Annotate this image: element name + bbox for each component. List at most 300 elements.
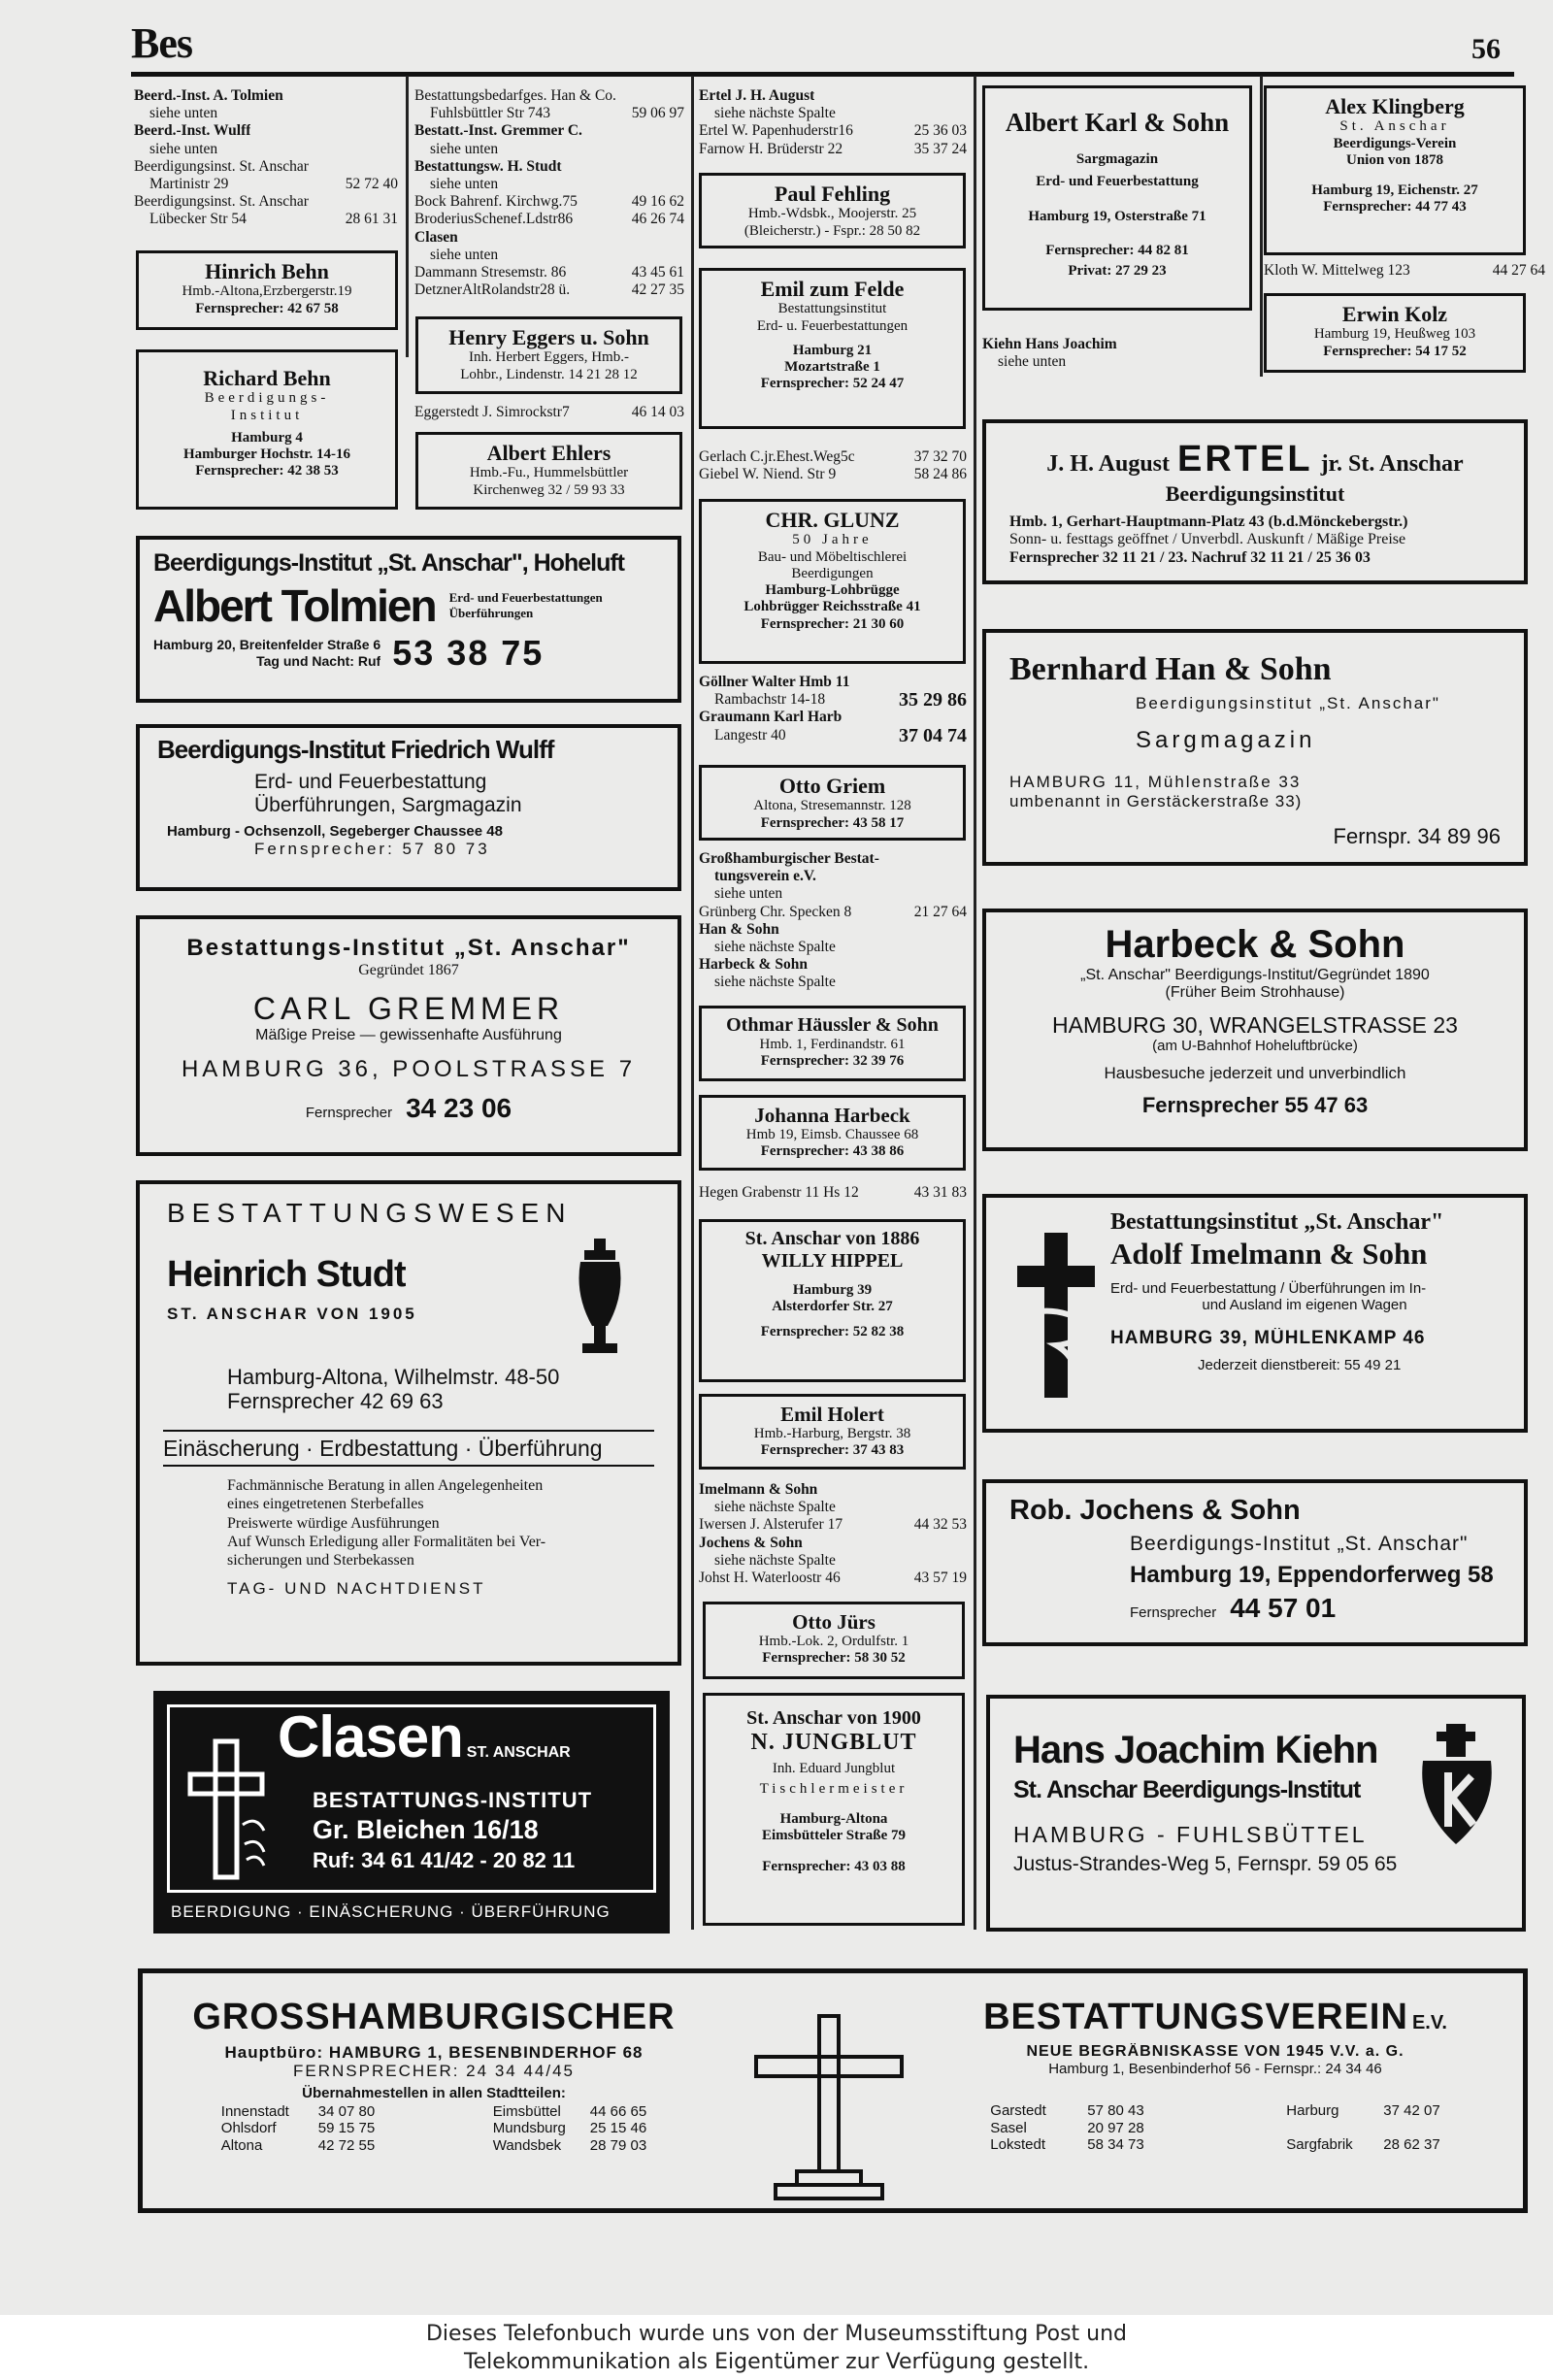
listing-phone: 35 29 86	[899, 689, 967, 711]
header-keyword: Bes	[131, 19, 192, 67]
ad-address: Hamburg 19, Eppendorferweg 58	[1130, 1562, 1494, 1589]
listing-name: Beerdigungsinst. St. Anschar	[134, 193, 309, 211]
listing-name: Dammann Stresemstr. 86	[414, 264, 567, 281]
column-rule	[974, 76, 976, 1930]
column-rule	[406, 76, 409, 357]
listing-name: Ertel W. Papenhuderstr16	[699, 122, 853, 140]
ad-title: Otto Jürs	[792, 1610, 876, 1634]
listing-row	[699, 105, 967, 122]
ad-address-note: umbenannt in Gerstäckerstraße 33)	[1009, 791, 1303, 810]
listing-row	[134, 211, 398, 228]
listing-row	[414, 158, 684, 176]
urn-icon	[571, 1237, 629, 1363]
ad-headquarters: Hauptbüro: HAMBURG 1, BESENBINDERHOF 68	[224, 2042, 644, 2062]
listing-row	[414, 176, 684, 193]
listing-row	[699, 141, 967, 158]
cross-icon	[746, 2012, 911, 2206]
ad-headline: Bestattungs-Institut „St. Anschar"	[186, 935, 631, 961]
listing-column-4	[982, 336, 1254, 371]
listing-name: Farnow H. Brüderstr 22	[699, 140, 843, 157]
branch-list	[1286, 2102, 1439, 2153]
branch-phone: 37 42 07	[1383, 2102, 1440, 2120]
ad-title: Othmar Häussler & Sohn	[726, 1014, 939, 1036]
ad-line: Erd- und Feuerbestattung	[254, 770, 487, 793]
ad-address: Hamburg 1, Besenbinderhof 56 - Fernspr.: 24 34 46	[1048, 2061, 1382, 2078]
ad-title-left: GROSSHAMBURGISCHER	[192, 1997, 676, 2037]
ad-title: N. JUNGBLUT	[750, 1730, 917, 1755]
ad-city: Hamburg-Lohbrügge	[765, 582, 900, 599]
ad-line: Institut	[230, 407, 304, 423]
ad-albert-tolmien	[136, 536, 681, 703]
ad-title: Johanna Harbeck	[754, 1104, 910, 1127]
ad-phone: Fernsprecher 42 69 63	[227, 1389, 444, 1414]
ad-line: Inh. Eduard Jungblut	[772, 1760, 896, 1776]
listing-column-3c	[699, 674, 967, 744]
listing-name: Gerlach C.jr.Ehest.Weg5c	[699, 448, 855, 465]
listing-name: Bestatt.-Inst. Gremmer C.	[414, 122, 582, 140]
ad-city: Hamburg 21	[792, 342, 873, 358]
ad-othmar-haeussler	[699, 1006, 966, 1081]
branch-name: Mundsburg	[492, 2120, 566, 2137]
branch-list	[493, 2103, 646, 2154]
ad-address: Hmb.-Fu., Hummelsbüttler	[469, 465, 629, 481]
ad-carl-gremmer	[136, 915, 681, 1156]
ad-line: St. Anschar	[1339, 118, 1450, 135]
listing-column-2-eggerstedt	[414, 404, 684, 421]
ad-phone: Fernsprecher: 43 03 88	[762, 1858, 906, 1874]
ad-phone: Kirchenweg 32 / 59 93 33	[473, 481, 625, 498]
listing-row	[699, 1184, 967, 1202]
listing-phone: 59 06 97	[631, 105, 684, 122]
ad-phone-label: Fernsprecher	[1130, 1604, 1217, 1622]
ad-phone: 34 23 06	[406, 1092, 512, 1123]
ad-title: WILLY HIPPEL	[761, 1250, 904, 1272]
listing-name: Kiehn Hans Joachim	[982, 336, 1117, 352]
ad-phone: 44 57 01	[1230, 1593, 1337, 1624]
branch-name: Innenstadt	[220, 2103, 289, 2121]
ad-title: CARL GREMMER	[252, 990, 565, 1026]
listing-name: siehe nächste Spalte	[714, 974, 836, 991]
ad-title: Beerdigungs-Institut Friedrich Wulff	[157, 736, 554, 764]
ad-phone: Fernsprecher: 43 58 17	[760, 814, 905, 831]
ad-clasen	[153, 1691, 670, 1934]
branch-name: Harburg	[1286, 2102, 1339, 2120]
listing-name: Beerd.-Inst. A. Tolmien	[134, 87, 283, 104]
ad-line: Sargmagazin	[1075, 151, 1159, 168]
listing-row	[699, 1535, 967, 1552]
listing-phone: 52 72 40	[345, 176, 398, 193]
listing-row	[699, 87, 967, 105]
branch-list	[990, 2102, 1143, 2153]
ad-title: Clasen	[278, 1704, 463, 1769]
ad-hours: Sonn- u. festtags geöffnet / Unverbdl. Auskunft / Mäßige Preise	[1009, 531, 1406, 548]
ad-prefix: J. H. August	[1046, 451, 1170, 477]
branch-name: Sasel	[990, 2119, 1027, 2136]
page-header	[131, 17, 1514, 77]
listing-column-3f	[699, 1481, 967, 1587]
listing-phone: 25 36 03	[913, 122, 967, 140]
ad-line: 50 Jahre	[792, 532, 873, 548]
ad-phone: 53 38 75	[392, 632, 545, 673]
ad-line: Überführungen	[448, 605, 534, 620]
ad-line: Mäßige Preise — gewissenhafte Ausführung	[255, 1026, 562, 1043]
ad-city: HAMBURG - FUHLSBÜTTEL	[1013, 1821, 1368, 1847]
ad-title: Bernhard Han & Sohn	[1009, 651, 1332, 687]
ad-ertel	[982, 419, 1528, 584]
listing-name: Han & Sohn	[699, 920, 779, 938]
ad-address: Hamburg 19, Heußweg 103	[1313, 326, 1476, 343]
branch-phone: 34 07 80	[317, 2103, 376, 2121]
ad-hinrich-behn	[136, 250, 398, 330]
ad-line: Überführungen, Sargmagazin	[254, 794, 522, 817]
ad-founded: Gegründet 1867	[358, 961, 459, 978]
footer-line: Telekommunikation als Eigentümer zur Verfügung gestellt.	[463, 2350, 1090, 2374]
ad-line: Sargmagazin	[1136, 726, 1316, 753]
ad-richard-behn	[136, 349, 398, 510]
ad-address: Hamburg 20, Breitenfelder Straße 6	[153, 636, 381, 652]
ad-phone: Fernsprecher: 52 24 47	[760, 376, 905, 392]
ad-line: Erd- u. Feuerbestattungen	[756, 317, 909, 334]
listing-name: siehe unten	[430, 140, 499, 157]
listing-phone: 44 32 53	[913, 1516, 967, 1534]
ad-line: Beerdigungsinstitut	[1165, 480, 1345, 506]
listing-name: siehe unten	[149, 105, 218, 122]
listing-row	[134, 176, 398, 193]
ad-address: Lohbr., Lindenstr. 14 21 28 12	[460, 366, 638, 382]
listing-column-3d	[699, 850, 967, 992]
listing-name: siehe unten	[430, 176, 499, 193]
ad-line: Hausbesuche jederzeit und unverbindlich	[1104, 1064, 1406, 1083]
branch-phone: 57 80 43	[1087, 2102, 1144, 2120]
listing-phone: 46 14 03	[631, 404, 684, 420]
column-rule	[691, 76, 694, 1930]
listing-name: Langestr 40	[714, 726, 786, 744]
ad-title: Heinrich Studt	[167, 1254, 406, 1296]
listing-row	[699, 1481, 967, 1499]
ad-harbeck-sohn	[982, 909, 1528, 1151]
branch-phone: 28 79 03	[589, 2136, 647, 2154]
ad-line: Beerdigungs-Verein	[1333, 135, 1457, 151]
ad-line: (Früher Beim Strohhause)	[1165, 984, 1345, 1002]
listing-name: Martinistr 29	[149, 176, 229, 193]
ad-address: Eimsbütteler Straße 79	[761, 1828, 907, 1844]
listing-name: siehe unten	[998, 353, 1067, 371]
ad-title: Otto Griem	[778, 774, 886, 798]
listing-row	[699, 885, 967, 903]
listing-row	[699, 850, 967, 868]
listing-name: Giebel W. Niend. Str 9	[699, 466, 837, 483]
listing-row	[699, 1552, 967, 1570]
listing-name: siehe unten	[430, 246, 499, 263]
listing-name: Ertel J. H. August	[699, 87, 815, 104]
ad-address: Hamburg 19, Eichenstr. 27	[1311, 182, 1478, 199]
ad-bernhard-han	[982, 629, 1528, 866]
branch-phone: 44 66 65	[589, 2103, 647, 2121]
ad-title: Erwin Kolz	[1341, 302, 1448, 326]
listing-row	[414, 122, 684, 140]
ad-line: Auf Wunsch Erledigung aller Formalitäten bei Ver-	[227, 1533, 546, 1550]
ad-phone: Fernsprecher: 37 43 83	[760, 1442, 905, 1459]
ad-address: Hamburger Hochstr. 14-16	[182, 446, 351, 463]
ad-title: Adolf Imelmann & Sohn	[1110, 1236, 1428, 1271]
ad-address: Hmb. 1, Ferdinandstr. 61	[759, 1037, 906, 1052]
listing-name: Iwersen J. Alsterufer 17	[699, 1516, 843, 1534]
listing-row	[414, 141, 684, 158]
listing-name: siehe nächste Spalte	[714, 105, 836, 122]
ad-otto-griem	[699, 765, 966, 841]
branch-row	[221, 2120, 375, 2136]
listing-row	[414, 211, 684, 228]
ad-line: Erd- und Feuerbestattung / Überführungen im In-	[1110, 1280, 1427, 1298]
ad-line: Beerdigungsinstitut „St. Anschar"	[1136, 694, 1440, 713]
listing-row	[134, 87, 398, 105]
ad-address: Hmb.-Lok. 2, Ordulfstr. 1	[758, 1634, 909, 1650]
ad-phone: Fernspr. 34 89 96	[1333, 824, 1501, 849]
listing-name: Rambachstr 14-18	[714, 691, 826, 709]
ad-title: CHR. GLUNZ	[765, 508, 900, 532]
listing-row	[414, 404, 684, 421]
ad-phone: Fernsprecher: 58 30 52	[762, 1650, 906, 1667]
ad-phone: Fernsprecher: 42 38 53	[195, 463, 339, 479]
ad-address-note: (am U-Bahnhof Hoheluftbrücke)	[1152, 1038, 1358, 1055]
ad-line: Tischlermeister	[759, 1780, 909, 1797]
listing-name: Beerdigungsinst. St. Anschar	[134, 157, 309, 175]
ad-address: HAMBURG 11, Mühlenstraße 33	[1009, 773, 1302, 792]
listing-name: Beerd.-Inst. Wulff	[134, 122, 251, 140]
ad-heinrich-studt	[136, 1180, 681, 1666]
listing-name: BroderiusSchenef.Ldstr86	[414, 211, 574, 228]
listing-phone: 43 45 61	[631, 264, 684, 281]
ad-albert-ehlers	[415, 432, 682, 510]
ad-title-right: BESTATTUNGSVEREIN	[983, 1997, 1408, 2037]
listing-row	[134, 158, 398, 176]
listing-row	[699, 1516, 967, 1534]
ad-emil-zum-felde	[699, 268, 966, 429]
listing-phone: 35 37 24	[913, 140, 967, 157]
ad-johanna-harbeck	[699, 1095, 966, 1171]
ad-title: Albert Karl & Sohn	[1005, 108, 1230, 137]
listing-column-3e	[699, 1184, 967, 1202]
listing-phone: 28 61 31	[345, 211, 398, 228]
ad-legal-form: E.V.	[1411, 2012, 1447, 2033]
listing-name: Jochens & Sohn	[699, 1534, 803, 1551]
ad-branches-label: Übernahmestellen in allen Stadtteilen:	[302, 2084, 566, 2101]
ad-hours: TAG- UND NACHTDIENST	[227, 1579, 486, 1599]
ad-rob-jochens	[982, 1479, 1528, 1646]
ad-grosshamburgischer-bestattungsverein	[138, 1968, 1528, 2213]
ad-title: ERTEL	[1177, 439, 1313, 479]
listing-row	[134, 105, 398, 122]
listing-name: Eggerstedt J. Simrockstr7	[414, 404, 570, 420]
ad-alex-klingberg	[1264, 85, 1526, 255]
ad-line: Fachmännische Beratung in allen Angelegenheiten	[227, 1477, 544, 1495]
ad-hans-joachim-kiehn	[986, 1695, 1526, 1932]
listing-row	[414, 193, 684, 211]
ad-line: „St. Anschar" Beerdigungs-Institut/Gegründet 1890	[1080, 967, 1430, 983]
listing-phone: 49 16 62	[631, 193, 684, 211]
branch-row	[493, 2120, 646, 2136]
listing-row	[699, 466, 967, 483]
ad-address: Alsterdorfer Str. 27	[772, 1299, 893, 1315]
ad-line: Inh. Herbert Eggers, Hmb.-	[469, 349, 629, 366]
ad-title: Hans Joachim Kiehn	[1013, 1729, 1378, 1771]
ad-services: Einäscherung · Erdbestattung · Überführung	[163, 1430, 654, 1467]
branch-phone: 42 72 55	[317, 2136, 376, 2154]
ad-line: eines eingetretenen Sterbefalles	[227, 1496, 424, 1513]
listing-name: Johst H. Waterloostr 46	[699, 1570, 841, 1587]
footer-notice	[0, 2315, 1553, 2380]
listing-name: Hegen Grabenstr 11 Hs 12	[699, 1184, 859, 1201]
cross-icon	[184, 1737, 272, 1883]
listing-row	[699, 448, 967, 466]
branch-name: Lokstedt	[990, 2135, 1046, 2153]
ad-phone: Fernsprecher: 42 67 58	[195, 300, 339, 316]
ad-phone: Fernsprecher: 32 39 76	[760, 1053, 905, 1070]
ad-phone: Fernsprecher: 54 17 52	[1323, 343, 1467, 359]
ad-phone: Jederzeit dienstbereit: 55 49 21	[1198, 1356, 1402, 1373]
branch-phone: 58 34 73	[1087, 2135, 1144, 2153]
branch-row	[221, 2103, 375, 2120]
listing-name: Fuhlsbüttler Str 743	[430, 105, 551, 122]
listing-row	[699, 974, 967, 991]
branch-row	[493, 2103, 646, 2120]
listing-row	[699, 939, 967, 956]
ad-title: Emil Holert	[780, 1403, 884, 1426]
ad-adolf-imelmann	[982, 1194, 1528, 1433]
ad-emil-holert	[699, 1394, 966, 1470]
listing-column-3b	[699, 448, 967, 483]
ad-address: Hamburg - Ochsenzoll, Segeberger Chaussee 48	[167, 823, 503, 841]
listing-name: Lübecker Str 54	[149, 211, 247, 228]
branch-phone: 28 62 37	[1383, 2135, 1440, 2153]
ad-address: Hmb. 1, Gerhart-Hauptmann-Platz 43 (b.d.Mönckebergstr.)	[1009, 512, 1408, 530]
listing-name: Großhamburgischer Bestat-	[699, 850, 879, 867]
ad-line: Bestattungsinstitut	[777, 301, 887, 317]
ad-otto-juers	[703, 1602, 965, 1679]
ad-address: Hmb.-Harburg, Bergstr. 38	[753, 1426, 911, 1442]
branch-name: Wandsbek	[492, 2136, 562, 2154]
listing-row	[699, 1499, 967, 1516]
ad-title: Emil zum Felde	[760, 277, 905, 301]
listing-phone: 21 27 64	[913, 903, 967, 920]
ad-address: Hamburg 19, Osterstraße 71	[1028, 208, 1206, 224]
ad-headline: St. Anschar von 1900	[746, 1707, 921, 1729]
ad-address: HAMBURG 39, MÜHLENKAMP 46	[1110, 1327, 1426, 1348]
listing-row	[134, 141, 398, 158]
ad-phone: Fernsprecher: 52 82 38	[760, 1323, 905, 1339]
branch-row	[221, 2137, 375, 2154]
branch-name: Altona	[220, 2136, 263, 2154]
listing-phone: 43 31 83	[913, 1184, 967, 1201]
ad-subtitle: St. Anschar Beerdigungs-Institut	[1013, 1776, 1361, 1803]
listing-row	[699, 724, 967, 746]
listing-row	[414, 229, 684, 247]
listing-phone: 46 26 74	[631, 211, 684, 228]
ad-line: Union von 1878	[1345, 151, 1444, 168]
branch-list	[221, 2103, 375, 2154]
ad-address: Mozartstraße 1	[784, 359, 880, 376]
ad-phone: Fernsprecher: 44 82 81	[1045, 242, 1189, 258]
ad-address: HAMBURG 30, WRANGELSTRASSE 23	[1052, 1011, 1458, 1038]
listing-row	[699, 956, 967, 974]
listing-name: Bestattungsbedarfges. Han & Co.	[414, 87, 616, 104]
ad-n-jungblut	[703, 1693, 965, 1926]
ad-suffix: jr. St. Anschar	[1320, 451, 1464, 477]
ad-phone: (Bleicherstr.) - Fspr.: 28 50 82	[743, 222, 921, 239]
branch-name: Ohlsdorf	[220, 2120, 277, 2137]
listing-row	[1264, 262, 1545, 280]
ad-erwin-kolz	[1264, 293, 1526, 373]
ad-services: BEERDIGUNG · EINÄSCHERUNG · ÜBERFÜHRUNG	[171, 1902, 611, 1922]
ad-address: Hmb.-Altona,Erzbergerstr.19	[182, 283, 352, 300]
listing-column-5	[1264, 262, 1545, 280]
ad-title: Henry Eggers u. Sohn	[448, 325, 649, 349]
listing-phone: 58 24 86	[913, 466, 967, 483]
listing-name: siehe nächste Spalte	[714, 939, 836, 956]
listing-row	[414, 247, 684, 264]
ad-phone: Fernsprecher: 44 77 43	[1323, 199, 1467, 215]
ad-city: Hamburg 4	[231, 429, 303, 446]
ad-phone: Fernsprecher 55 47 63	[1141, 1093, 1369, 1118]
ad-address: Hmb 19, Eimsb. Chaussee 68	[745, 1127, 919, 1143]
listing-phone: 44 27 64	[1492, 262, 1545, 279]
branch-row	[990, 2136, 1143, 2153]
listing-row	[699, 904, 967, 921]
ad-title: Paul Fehling	[774, 182, 891, 206]
ad-line: Beerdigungs-	[204, 390, 330, 407]
ad-phone-private: Privat: 27 29 23	[1068, 263, 1167, 280]
ad-subtitle: ST. ANSCHAR VON 1905	[167, 1305, 417, 1324]
ad-title: Hinrich Behn	[205, 259, 329, 283]
branch-row	[1286, 2120, 1439, 2136]
ad-address: Hmb.-Wdsbk., Moojerstr. 25	[747, 206, 917, 222]
ad-city: Hamburg 39	[792, 1282, 873, 1298]
listing-row	[699, 1570, 967, 1587]
listing-name: Grünberg Chr. Specken 8	[699, 903, 852, 920]
ad-headline: BESTATTUNGSWESEN	[167, 1198, 573, 1228]
listing-name: Bock Bahrenf. Kirchwg.75	[414, 193, 578, 211]
listing-phone: 42 27 35	[631, 281, 684, 299]
ad-line: Erd- und Feuerbestattung	[1036, 174, 1199, 190]
logo-icon	[1413, 1722, 1501, 1848]
ad-phone: Fernsprecher: 43 38 86	[760, 1143, 905, 1160]
listing-row	[414, 264, 684, 281]
ad-address: Hamburg-Altona, Wilhelmstr. 48-50	[227, 1365, 560, 1390]
listing-row	[414, 87, 684, 105]
ad-paul-fehling	[699, 173, 966, 248]
ad-phone: Fernsprecher: 57 80 73	[254, 840, 490, 859]
listing-name: Graumann Karl Harb	[699, 709, 843, 726]
listing-row	[699, 868, 967, 885]
branch-row	[493, 2137, 646, 2154]
branch-row	[990, 2120, 1143, 2136]
branch-phone: 25 15 46	[589, 2120, 647, 2137]
ad-title: Richard Behn	[203, 366, 331, 390]
ad-henry-eggers	[415, 316, 682, 394]
ad-line: sicherungen und Sterbekassen	[227, 1551, 414, 1569]
ad-line: Beerdigungs-Institut „St. Anschar"	[1130, 1533, 1469, 1556]
ad-title: Alex Klingberg	[1325, 94, 1465, 118]
branch-name: Garstedt	[990, 2102, 1046, 2120]
listing-name: Clasen	[414, 228, 458, 246]
footer-line: Dieses Telefonbuch wurde uns von der Museumsstiftung Post und	[425, 2322, 1128, 2346]
ad-hours: Tag und Nacht: Ruf	[256, 653, 381, 670]
ad-headline: Bestattungsinstitut „St. Anschar"	[1110, 1209, 1444, 1235]
ad-subtitle: ST. ANSCHAR	[466, 1744, 571, 1761]
listing-row	[134, 122, 398, 140]
ad-phone: Fernsprecher 32 11 21 / 23. Nachruf 32 11 21 / 25 36 03	[1009, 548, 1371, 566]
ad-title: Rob. Jochens & Sohn	[1009, 1495, 1301, 1526]
